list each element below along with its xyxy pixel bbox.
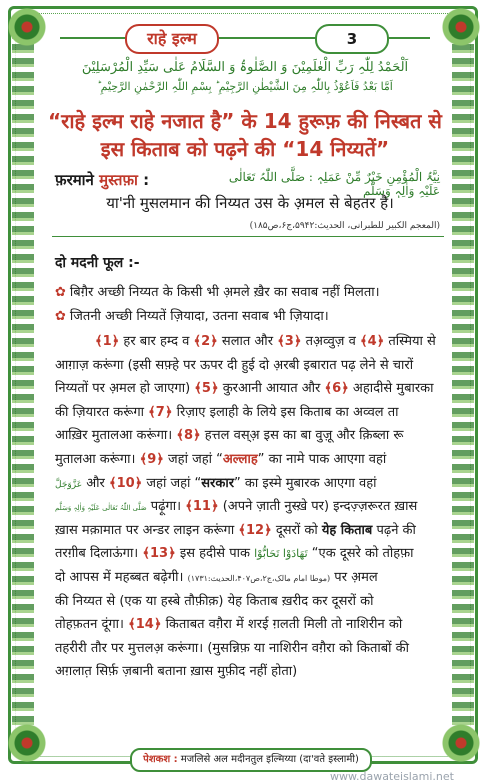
paragraph-line [55,495,445,519]
paragraph-line [55,330,445,354]
paragraph-line: अग़लात़ सिर्फ़ ज़बानी बताना ख़ास मुफ़ीद नहीं होता) [55,664,298,680]
niyyat-number: ﴾12﴿ [238,522,272,538]
bottom-left-flower-ornament [6,722,48,764]
hadith-arabic: نِیَّۃُ الْمُؤْمِنِ خَیْرٌ مِّنْ عَمَلِہٖ : صَلَّی اللّٰہُ تَعَالٰی عَلَیْہِ وَاٰلِہٖ وَسَلَّم [228,170,440,198]
line-text: ख़ास मक़ामात पर अन्डर लाइन करूंगा [55,522,239,538]
line-text: कुरआनी आयात और [218,381,325,397]
hadith-label-key: मुस्तफ़ा [99,171,138,189]
book-title-badge: राहे इल्म [125,24,219,54]
madani-phool-item [55,282,380,300]
line-text: जहां जहां “ [142,475,202,491]
headline-line-2: इस किताब को पढ़ने की “14 निय्यतें” [100,137,390,161]
top-right-flower-ornament [440,6,482,48]
niyyat-number: ﴾8﴿ [176,428,201,444]
line-text: पढ़ूंगा। [146,499,186,515]
niyyat-number: ﴾7﴿ [148,404,173,420]
paragraph-line [55,566,445,590]
paragraph-line: आग़ाज़ करूंगा (इसी सफ़्हे पर ऊपर दी हुई दो अ़रबी इबारात पढ़ लेने से चारों [55,357,414,373]
left-floral-border [12,30,34,730]
line-text: दो आपस में महब्बत बढ़ेगी। [55,569,188,585]
sarkar-word: सरकार [201,475,235,491]
niyyat-number: ﴾14﴿ [128,617,162,633]
niyyat-number: ﴾4﴿ [359,334,385,349]
page-number-badge: 3 [315,24,389,54]
footer-text: मजलिसे अल मदीनतुल इल्मिय्या (दा'वते इस्लामी) [177,754,359,765]
paragraph-line [55,542,445,566]
bottom-right-flower-ornament [440,722,482,764]
line-text: इस हदीसे पाक [175,546,255,562]
hadith-citation: (المعجم الکبیر للطبرانی، الحدیث:۵۹۴۲،ج۶،ص۱۸۵) [249,221,440,231]
paragraph-line [55,424,445,448]
line-text: किताबत वग़ैरा में शरई ग़लती मिली तो नाशिरीन को [161,617,403,633]
line-text: जहां जहां “ [163,451,223,467]
line-text: मुतालआ करूंगा। [55,451,140,467]
line-text: आख़िर मुतालआ करूंगा। [55,428,177,444]
arabic-opening-line-2: اَمَّا بَعْدُ فَاَعُوْذُ بِاللّٰہِ مِنَ الشَّیْطٰنِ الرَّجِیْمِ ؕ بِسْمِ اللّٰہِ الرَّحْمٰنِ الرَّحِیْمِ ؕ [97,80,393,93]
hadith-label-end: : [137,171,150,189]
right-floral-border [452,30,474,730]
line-text: हर बार हम्द व [119,334,194,349]
arabic-inline: صَلَّی اللّٰہُ تَعَالٰی عَلَیْہِ وَاٰلِہٖ وَسَلَّم [55,504,147,513]
line-text: रिज़ाए इलाही के लिये इस किताब का अव्वल ता [172,404,399,420]
line-text: ” का नामे पाक आएगा वहां [257,451,387,467]
hadith-label-start: फ़रमाने [55,171,100,189]
line-text: और [82,475,109,491]
paragraph-line [55,472,445,496]
niyyat-number: ﴾1﴿ [95,334,120,349]
niyyat-number: ﴾6﴿ [324,381,349,397]
niyyaten-paragraph [55,330,445,684]
hadith-meaning: या'नी मुसलमान की निय्यत उस के अ़मल से बेहतर है। [106,194,394,212]
arabic-inline: تَهَادَوْا تَحَابُّوْا [254,547,308,561]
hadith-label [55,170,149,190]
paragraph-line [55,377,445,401]
website-watermark: www.dawateislami.net [330,770,454,783]
line-text: ” का इस्मे मुबारक आएगा वहां [234,475,377,491]
footer-label: पेशकश : [143,754,178,765]
line-text: निय्यतों पर अ़मल हो जाएगा) [55,381,195,397]
niyyat-number: ﴾9﴿ [139,451,164,467]
paragraph-line: की निय्यत से (एक या हस्बे तौफ़ीक़) येह किताब ख़रीद कर दूसरों को [55,593,374,609]
line-text: (अपने ज़ाती नुस्खे़ पर) इन्दज़्ज़रूरत ख़ास [218,499,418,515]
arabic-opening-line-1: اَلْحَمْدُ لِلّٰہِ رَبِّ الْعٰلَمِیْنَ وَ الصَّلٰوۃُ وَ السَّلَامُ عَلٰی سَیِّدِ الْمُرْسَلِیْنَ [81,60,409,75]
line-text: पर अ़मल [330,569,378,585]
line-text: अहादीसे मुबारका [348,381,434,397]
arabic-inline: عَزَّوَجَلَّ [55,479,83,490]
line-text: तरग़ीब दिलाऊंगा। [55,546,143,562]
madani-phool-text: बिग़ैर अच्छी निय्यत के किसी भी अ़मले ख़ैर का सवाब नहीं मिलता। [69,285,380,300]
madani-phool-item [55,306,329,324]
flower-bullet-icon: ✿ [55,285,66,300]
bold-phrase: येह किताब [321,522,373,538]
niyyat-number: ﴾10﴿ [108,475,143,491]
paragraph-line [55,401,445,425]
line-text: “एक दूसरे को तोहफ़ा [307,546,414,562]
madani-phool-heading: दो मदनी फूल :- [55,255,140,271]
niyyat-number: ﴾3﴿ [277,334,302,349]
line-text: की ज़ियारत करूंगा [55,404,149,420]
section-divider [52,236,444,237]
line-text: तस्मिया से [384,334,436,349]
top-left-flower-ornament [6,6,48,48]
line-text: तोहफ़तन दूंगा। [55,617,129,633]
madani-phool-text: जितनी अच्छी निय्यतें ज़ियादा, उतना सवाब भी ज़ियादा। [69,309,329,324]
footer-publisher-badge [130,748,372,772]
niyyat-number: ﴾2﴿ [193,334,218,349]
paragraph-line [55,519,445,543]
flower-bullet-icon: ✿ [55,309,66,324]
paragraph-line [55,448,445,472]
line-text: तअ़व्वुज़ व [301,334,360,349]
line-text: सलात और [217,334,278,349]
line-text: हत्तल वस्अ़ इस का बा वुज़ू और क़िब्ला रू [200,428,404,444]
paragraph-line [55,613,445,637]
allah-word: अल्लाह [222,451,258,467]
arabic-citation: (موطا امام مالک،ج۲،ص۴۰۷،الحدیث:۱۷۳۱) [187,573,331,583]
paragraph-line: तहरीरी तौर पर मुत्तलअ़ करूंगा। (मुसन्निफ़ या नाशिरीन वग़ैरा को किताबों की [55,640,410,656]
niyyat-number: ﴾5﴿ [194,381,219,397]
niyyat-number: ﴾13﴿ [142,546,176,562]
niyyat-number: ﴾11﴿ [185,499,219,515]
line-text: दूसरों को [271,522,322,538]
line-text: पढ़ने की [372,522,416,538]
headline-line-1: “राहे इल्म राहे नजात है” के 14 हुरूफ़ की निस्बत से [48,109,442,133]
